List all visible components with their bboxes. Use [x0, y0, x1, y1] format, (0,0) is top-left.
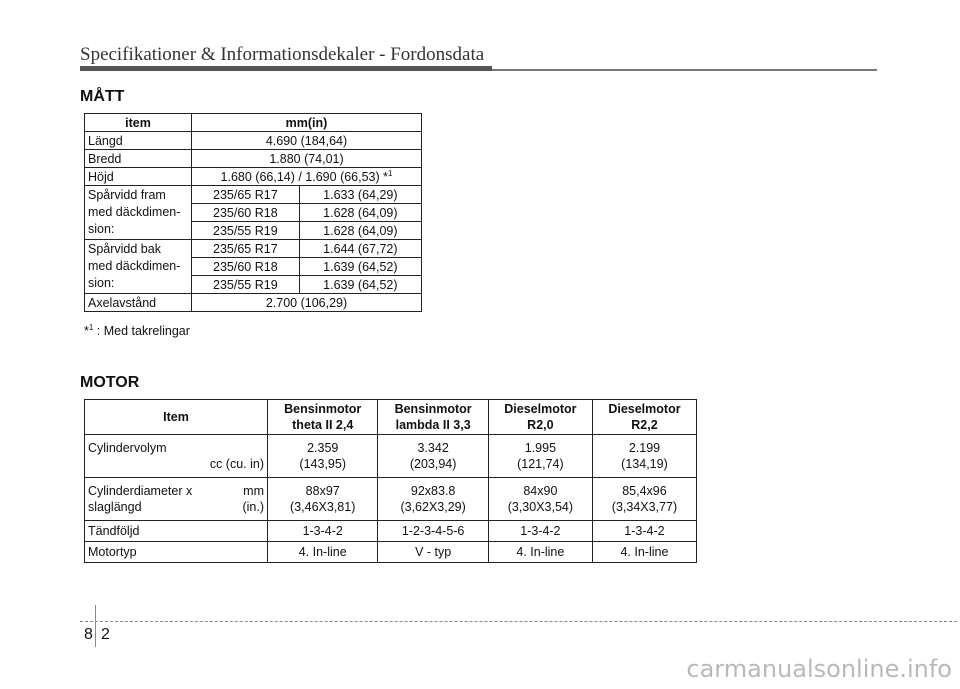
- page-number: 2: [101, 626, 110, 643]
- table-row: [85, 521, 697, 542]
- row-unit: (in.): [242, 500, 264, 514]
- row-label: Spårvidd bak med däckdimen- sion:: [85, 240, 192, 294]
- tire-size: 235/60 R18: [192, 204, 300, 222]
- row-value: 4.690 (184,64): [192, 132, 422, 150]
- row-label: [85, 435, 268, 478]
- header-line: lambda II 3,3: [395, 418, 471, 432]
- tire-size: 235/60 R18: [192, 258, 300, 276]
- row-value: [592, 435, 696, 478]
- table-row: [85, 132, 422, 150]
- matt-table: [84, 113, 422, 312]
- footnote: [84, 323, 190, 338]
- row-value: 1.880 (74,01): [192, 150, 422, 168]
- value-line: (3,30X3,54): [507, 500, 574, 514]
- page-header-title: Specifikationer & Informationsdekaler - Fordonsdata: [80, 44, 485, 65]
- row-label: Bredd: [85, 150, 192, 168]
- table-header-row: [85, 114, 422, 132]
- table-header-cell: Item: [85, 400, 268, 435]
- footer-divider: [95, 605, 96, 647]
- row-value: [488, 478, 592, 521]
- row-unit: mm: [243, 484, 264, 498]
- header-line: theta II 2,4: [292, 418, 354, 432]
- row-label: Spårvidd fram med däckdimen- sion:: [85, 186, 192, 240]
- table-row: [85, 150, 422, 168]
- footnote-sup: 1: [388, 168, 393, 178]
- table-row: [85, 168, 422, 186]
- value-line: 92x83.8: [410, 484, 456, 498]
- table-row: [85, 542, 697, 563]
- row-value: [378, 478, 488, 521]
- row-value: [488, 435, 592, 478]
- header-line: Bensinmotor: [284, 402, 362, 416]
- footnote-mark: *: [84, 324, 89, 339]
- row-label: [85, 478, 268, 521]
- row-value: V - typ: [378, 542, 488, 563]
- header-line: Dieselmotor: [608, 402, 681, 416]
- header-line: R2,0: [527, 418, 554, 432]
- row-value: 4. In-line: [488, 542, 592, 563]
- value-line: (134,19): [621, 457, 668, 471]
- value-line: 88x97: [305, 484, 340, 498]
- footer-rule: [80, 621, 957, 622]
- row-value: [378, 435, 488, 478]
- value-line: (121,74): [517, 457, 564, 471]
- table-header-cell: mm(in): [192, 114, 422, 132]
- header-rule-accent: [80, 66, 492, 71]
- row-label-text: Cylinderdiameter x: [88, 484, 193, 498]
- row-value: [268, 435, 378, 478]
- motor-table: [84, 399, 697, 563]
- table-row: [85, 186, 422, 204]
- value-line: (203,94): [409, 457, 457, 471]
- row-value: 1.628 (64,09): [299, 204, 421, 222]
- row-value: [268, 478, 378, 521]
- value-line: 85,4x96: [622, 484, 667, 498]
- row-label: Motortyp: [85, 542, 268, 563]
- row-label-text: slaglängd: [88, 500, 142, 514]
- row-label: Axelavstånd: [85, 294, 192, 312]
- table-header-cell: [268, 400, 378, 435]
- value-line: 3.342: [417, 441, 449, 455]
- row-value: 1-3-4-2: [488, 521, 592, 542]
- value-line: (3,62X3,29): [400, 500, 466, 514]
- row-label: Höjd: [85, 168, 192, 186]
- row-value: 1.644 (67,72): [299, 240, 421, 258]
- table-header-row: [85, 400, 697, 435]
- value-line: 2.359: [307, 441, 339, 455]
- table-header-cell: [488, 400, 592, 435]
- row-value: 1-2-3-4-5-6: [378, 521, 488, 542]
- tire-size: 235/55 R19: [192, 276, 300, 294]
- row-value: 1-3-4-2: [268, 521, 378, 542]
- value-line: 2.199: [628, 441, 661, 455]
- row-label: Tändföljd: [85, 521, 268, 542]
- row-value: [192, 168, 422, 186]
- value-line: (3,46X3,81): [290, 500, 356, 514]
- row-label-line: [88, 483, 264, 499]
- value-line: 1.995: [524, 441, 557, 455]
- tire-size: 235/65 R17: [192, 186, 300, 204]
- row-value: 1.639 (64,52): [299, 276, 421, 294]
- footnote-sup: 1: [88, 323, 94, 332]
- value-line: 84x90: [523, 484, 558, 498]
- row-value: 1-3-4-2: [592, 521, 696, 542]
- tire-size: 235/65 R17: [192, 240, 300, 258]
- value-line: (3,34X3,77): [611, 500, 678, 514]
- header-line: Dieselmotor: [504, 402, 577, 416]
- table-row: [85, 478, 697, 521]
- table-row: [85, 240, 422, 258]
- value-line: (143,95): [299, 457, 346, 471]
- row-unit: cc (cu. in): [209, 457, 264, 471]
- row-value: 2.700 (106,29): [192, 294, 422, 312]
- tire-size: 235/55 R19: [192, 222, 300, 240]
- table-row: [85, 294, 422, 312]
- row-value: 1.628 (64,09): [299, 222, 421, 240]
- motor-section-title: MOTOR: [80, 374, 140, 391]
- footnote-text: : Med takrelingar: [93, 324, 190, 339]
- row-label-text: Cylindervolym: [88, 441, 167, 455]
- matt-section-title: MÅTT: [80, 88, 125, 105]
- row-value: 1.633 (64,29): [299, 186, 421, 204]
- height-value: 1.680 (66,14) / 1.690 (66,53) *: [220, 170, 389, 185]
- row-value: 4. In-line: [268, 542, 378, 563]
- row-label: Längd: [85, 132, 192, 150]
- table-header-cell: [592, 400, 696, 435]
- header-line: Bensinmotor: [394, 402, 472, 416]
- header-line: R2,2: [631, 418, 658, 432]
- table-row: [85, 435, 697, 478]
- row-label-line: [88, 499, 264, 515]
- table-header-cell: item: [85, 114, 192, 132]
- watermark: carmanualsonline.info: [686, 655, 952, 683]
- row-value: [592, 478, 696, 521]
- row-value: 4. In-line: [592, 542, 696, 563]
- row-value: 1.639 (64,52): [299, 258, 421, 276]
- table-header-cell: [378, 400, 488, 435]
- page-number-section: 8: [84, 626, 93, 643]
